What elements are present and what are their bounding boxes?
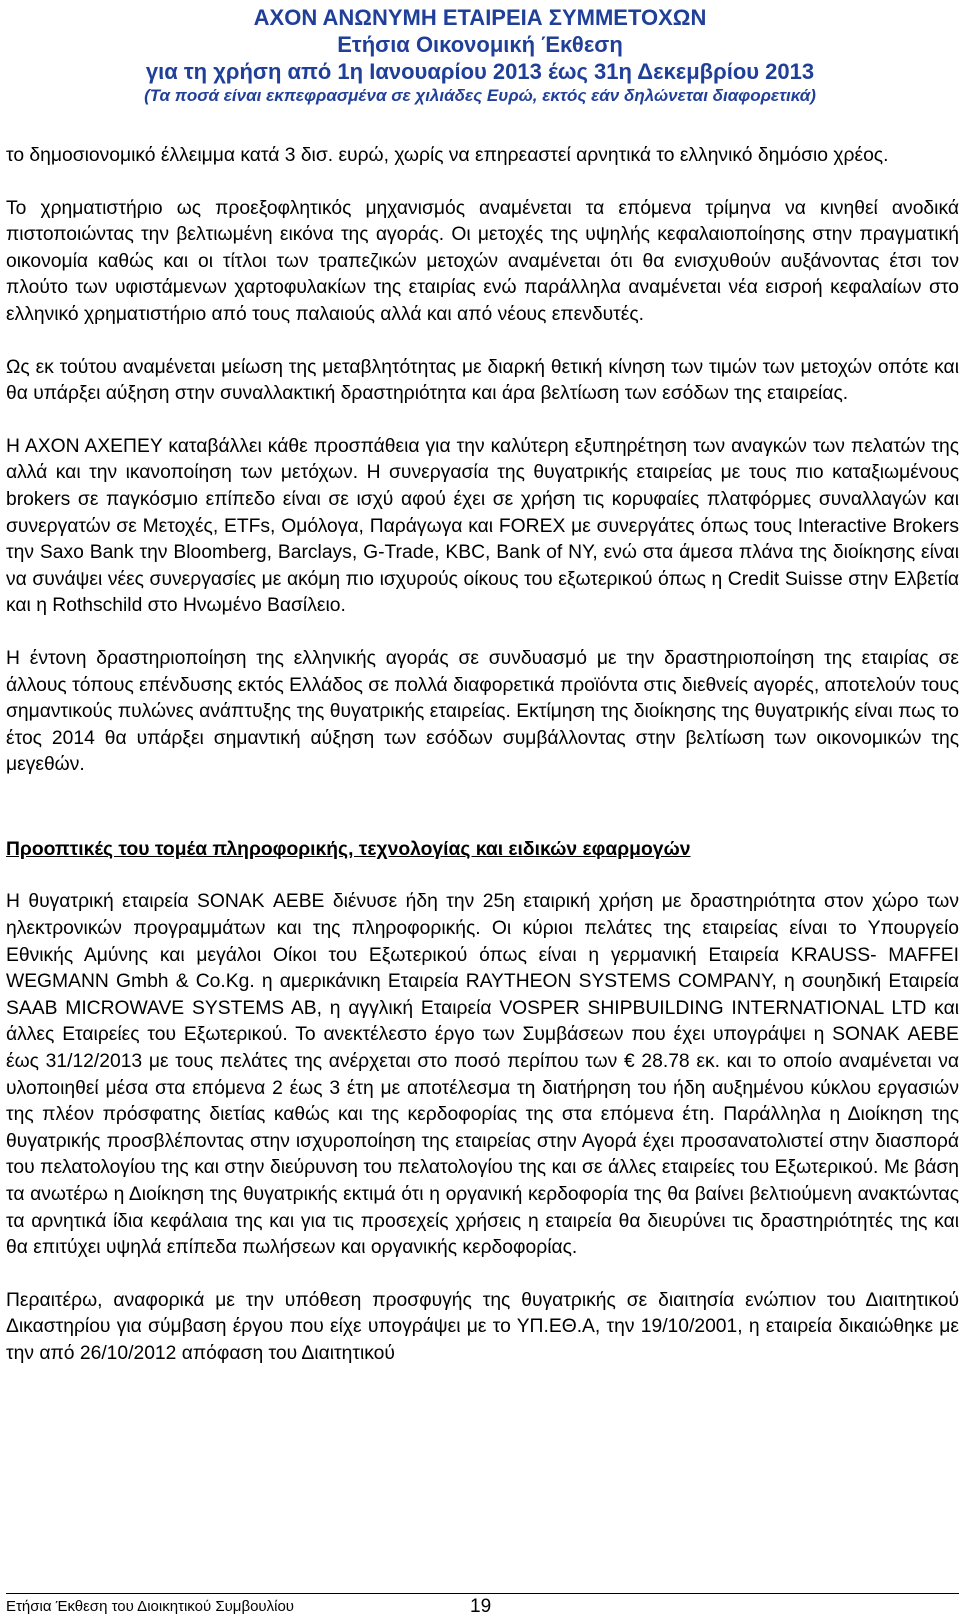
- footer-label: Ετήσια Έκθεση του Διοικητικού Συμβουλίου: [6, 1598, 295, 1615]
- paragraph-deficit: το δημοσιονομικό έλλειμμα κατά 3 δισ. ευρώ, χωρίς να επηρεαστεί αρνητικά το ελληνικό δημόσιο χρέος.: [6, 145, 889, 166]
- footer-divider: [6, 1593, 959, 1594]
- paragraph-sonak: Η θυγατρική εταιρεία SONAK ΑΕΒΕ διένυσε ήδη την 25η εταιρική χρήση με δραστηριότητα στον χώρο των ηλεκτρονικών προγραμμάτων και της πληροφορικής. Οι κύριοι πελάτες της εταιρείας είναι το Υπουργείο Εθνικής Αμύνης και μεγάλοι Οίκοι του Εξωτερικού όπως είναι η γερμανική Εταιρεία KRAUSS- MAFFEI WEGMANN Gmbh & Co.Kg. η αμερικάνικη Εταιρεία RAYTHEON SYSTEMS COMPANY, η σουηδική Εταιρεία SAAB MICROWAVE SYSTEMS AB, η αγγλική Εταιρεία VOSPER SHIPBUILDING INTERNATIONAL LTD και άλλες Εταιρείες του Εξωτερικού. Το ανεκτέλεστο έργο των Συμβάσεων που έχει υπογράψει η SONAK ΑΕΒΕ έως 31/12/2013 με τους πελάτες της ανέρχεται στο ποσό περίπου των € 28.78 εκ. και το οποίο αναμένεται να υλοποιηθεί μέσα στα επόμενα 2 έως 3 έτη με αποτέλεσμα τη διατήρηση του ήδη αυξημένου κύκλου εργασιών της πλέον πρόσφατης διετίας καθώς και της κερδοφορίας της στα επόμενα έτη. Παράλληλα η Διοίκηση της θυγατρικής προσβλέποντας στην ισχυροποίηση της εταιρείας στην Αγορά έχει προσανατολιστεί στην διασπορά του πελατολογίου της και στην διεύρυνση του πελατολογίου της και σε άλλες εταιρείες του Εξωτερικού. Με βάση τα ανωτέρω η Διοίκηση της θυγατρικής εκτιμά ότι η οργανική κερδοφορία της θα βαίνει βελτιούμενη ανακτώντας τα αρνητικά ίδια κεφάλαια της και για τις προσεχείς χρήσεις η εταιρεία θα διευρύνει τις δραστηριότητές της και θα επιτύχει υψηλά επίπεδα πωλήσεων και οργανικής κερδοφορίας.: [6, 891, 959, 1259]
- paragraph-stock-market: Το χρηματιστήριο ως προεξοφλητικός μηχανισμός αναμένεται τα επόμενα τρίμηνα να κινηθεί ανοδικά πιστοποιώντας την βελτιωμένη εικόνα της αγοράς. Οι μετοχές της υψηλής κεφαλαιοποίησης στην πραγματική οικονομία καθώς και οι τίτλοι των τραπεζικών μετοχών αναμένεται ότι θα ενισχυθούν αυξάνοντας έτσι τον πλούτο των υφιστάμενων χαρτοφυλακίων της εταιρίας ενώ παράλληλα αναμένεται νέα εισροή κεφαλαίων στο ελληνικό χρηματιστήριο από τους παλαιούς αλλά και από νέους επενδυτές.: [6, 197, 959, 325]
- currency-note: (Τα ποσά είναι εκπεφρασμένα σε χιλιάδες Ευρώ, εκτός εάν δηλώνεται διαφορετικά): [144, 86, 816, 105]
- report-period: για τη χρήση από 1η Ιανουαρίου 2013 έως 31η Δεκεμβρίου 2013: [145, 59, 815, 84]
- document-body: [6, 143, 959, 1394]
- section-heading-it-prospects: Προοπτικές του τομέα πληροφορικής, τεχνολογίας και ειδικών εφαρμογών: [6, 838, 691, 860]
- paragraph-market-activity: Η έντονη δραστηριοποίηση της ελληνικής αγοράς σε συνδυασμό με την δραστηριοποίηση της εταιρίας σε άλλους τόπους επένδυσης εκτός Ελλάδος σε πολλά διαφορετικά προϊόντα στις διεθνείς αγορές, αποτελούν τους σημαντικούς πυλώνες ανάπτυξης της θυγατρικής εταιρείας. Εκτίμηση της διοίκησης της θυγατρικής είναι πως το έτος 2014 θα υπάρξει σημαντική αύξηση των εσόδων συμβάλλοντας στην βελτίωση των οικονομικών της μεγεθών.: [6, 647, 959, 776]
- paragraph-volatility: Ως εκ τούτου αναμένεται μείωση της μεταβλητότητας με διαρκή θετική κίνηση των τιμών των μετοχών οπότε και θα υπάρξει αύξηση στην συναλλακτική δραστηριότητα και άρα βελτίωση των εσόδων της εταιρείας.: [6, 356, 959, 405]
- report-header: [0, 4, 960, 107]
- paragraph-axon-brokers: Η ΑΧΟΝ ΑΧΕΠΕΥ καταβάλλει κάθε προσπάθεια για την καλύτερη εξυπηρέτηση των αναγκών των πελατών της αλλά και την ικανοποίηση των μετόχων. Η συνεργασία της θυγατρικής εταιρείας με τους πιο καταξιωμένους brokers σε παγκόσμιο επίπεδο είναι σε ισχύ αφού έχει σε χρήση τις κορυφαίες πλατφόρμες συναλλαγών και συνεργατών σε Μετοχές, ETFs, Ομόλογα, Παράγωγα και FOREX με συνεργάτες όπως τους Interactive Brokers την Saxo Bank την Bloomberg, Barclays, G-Trade, KBC, Bank of NY, ενώ στα άμεσα πλάνα της διοίκησης είναι να συνάψει νέες συνεργασίες με ακόμη πιο ισχυρούς οίκους του εξωτερικού όπως η Credit Suisse στην Ελβετία και η Rothschild στο Ηνωμένο Βασίλειο.: [6, 435, 959, 617]
- page-number: 19: [470, 1596, 492, 1617]
- report-title: Ετήσια Οικονομική Έκθεση: [337, 32, 623, 57]
- company-name: ΑΧΟΝ ΑΝΩΝΥΜΗ ΕΤΑΙΡΕΙΑ ΣΥΜΜΕΤΟΧΩΝ: [253, 5, 707, 30]
- paragraph-arbitration: Περαιτέρω, αναφορικά με την υπόθεση προσφυγής της θυγατρικής σε διαιτησία ενώπιον του Διαιτητικού Δικαστηρίου για σύμβαση έργου που είχε υπογράψει με το ΥΠ.ΕΘ.Α, την 19/10/2001, η εταιρεία δικαιώθηκε με την από 26/10/2012 απόφαση του Διαιτητικού: [6, 1289, 959, 1364]
